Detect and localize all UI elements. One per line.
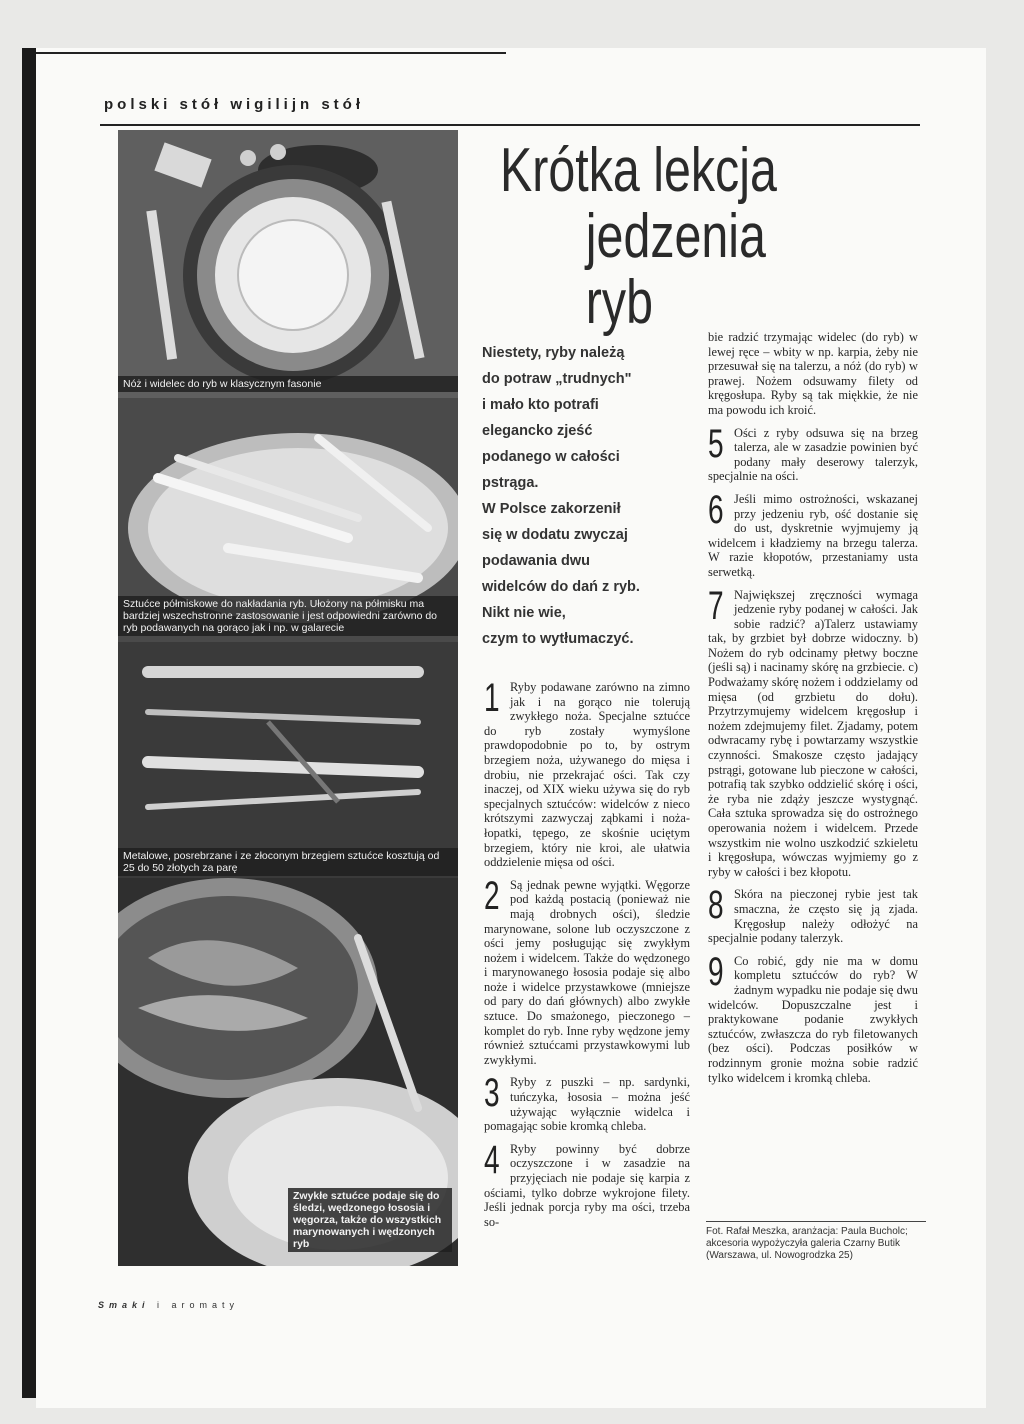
- footer-title: Smaki: [98, 1300, 150, 1310]
- point-text: Jeśli mimo ostrożności, wskazanej przy jedzeniu ryb, ość dostanie się do ust, dyskretnie wyjmujemy ją widelcem i kładziemy na brzegu talerza. W razie kłopotów, przestaniamy usta serwetką.: [708, 491, 918, 579]
- point-number: 2: [484, 873, 500, 918]
- lead-paragraph: [482, 340, 694, 652]
- lead-line: podanego w całości: [482, 449, 620, 465]
- numbered-point: [484, 873, 690, 1068]
- numbered-point: [708, 421, 918, 484]
- photo-credit: Fot. Rafał Meszka, aranżacja: Paula Bucholc; akcesoria wypożyczyła galeria Czarny Butik (Warszawa, ul. Nowogrodzka 25): [706, 1221, 926, 1262]
- photo-serving-cutlery: [118, 398, 458, 642]
- point-text: Ości z ryby odsuwa się na brzeg talerza, ale w zasadzie powinien być podany mały deserowy talerzyk, specjalnie na ości.: [708, 425, 918, 484]
- photo-plate-cutlery: [118, 130, 458, 398]
- top-rule: [36, 52, 506, 54]
- numbered-point: [484, 676, 690, 870]
- point-text: Co robić, gdy nie ma w domu kompletu sztućców do ryb? W żadnym wypadku nie podaje się dwu widelców. Dopuszczalne jest i praktykowane podanie zwykłych sztućców, zwłaszcza do ryb filetowanych (bez ości). Podczas posiłków w rodzinnym gronie można sobie radzić tylko widelcem i kromką chleba.: [708, 953, 918, 1085]
- lead-line: W Polsce zakorzenił: [482, 501, 621, 517]
- point-text: Ryby z puszki – np. sardynki, tuńczyka, łososia – można jeść używając wyłącznie widelca i pomagając sobie kromką chleba.: [484, 1075, 690, 1134]
- point-text: Ryby podawane zarówno na zimno jak i na gorąco nie tolerują zwykłego noża. Specjalne sztućce do ryb zostały wymyślone prawdopodobnie po to, by ostrym brzegiem noża, używanego do mięsa i drobiu, nie przekrajać ości. Tak czy inaczej, od XIX wieku używa się do ryb specjalnych sztućców: widelców z nieco krótszymi zazwyczaj ząbkami i noża-łopatki, tępego, ze skośnie uciętym brzegiem, który nie kroi, ale ułatwia oddzielenie mięsa od ości.: [484, 680, 690, 870]
- photo-caption-2: Sztućce półmiskowe do nakładania ryb. Ułożony na półmisku ma bardziej wszechstronne zastosowanie i jest odpowiedni zarówno do ryb podawanych na gorąco jak i np. w galarecie: [118, 596, 458, 636]
- title-line-2: jedzenia ryb: [585, 202, 766, 337]
- point-number: 9: [708, 949, 724, 994]
- text-column-right: [708, 330, 918, 1093]
- lead-line: Niestety, ryby należą: [482, 345, 625, 361]
- photo-caption-3: Metalowe, posrebrzane i ze złoconym brzegiem sztućce kosztują od 25 do 50 złotych za parę: [118, 848, 458, 876]
- numbered-point: [708, 883, 918, 946]
- lead-line: pstrąga.: [482, 475, 539, 491]
- scan-edge: [22, 48, 36, 1398]
- photo-caption-4: Zwykłe sztućce podaje się do śledzi, wędzonego łososia i węgorza, także do wszystkich marynowanych i wędzonych ryb: [288, 1188, 452, 1252]
- header-rule: [100, 124, 920, 126]
- lead-line: podawania dwu: [482, 553, 590, 569]
- numbered-point: [484, 1137, 690, 1230]
- point-number: 1: [484, 676, 500, 720]
- point-number: 8: [708, 883, 724, 928]
- point-number: 3: [484, 1071, 500, 1116]
- point-text: Są jednak pewne wyjątki. Węgorze pod każdą postacią (ponieważ nie mają drobnych ości), śledzie marynowane, solone lub oczyszczone z ości jemy posługując się zwykłym nożem i widelcem. Także do wędzonego i marynowanego łososia podaje się albo noże i widelce przystawkowe (mniejsze od pary do dań głównych) albo zwykłe sztuce. Do smażonego, pieczonego – komplet do ryb. Inne ryby wędzone jemy również sztućcami przystawkowymi lub zwykłymi.: [484, 877, 690, 1067]
- numbered-point: [708, 487, 918, 580]
- magazine-footer: [98, 1300, 239, 1310]
- point-number: 7: [708, 583, 724, 628]
- point-number: 5: [708, 421, 724, 466]
- lead-line: się w dodatu zwyczaj: [482, 527, 628, 543]
- lead-line: elegancko zjeść: [482, 423, 593, 439]
- lead-line: czym to wytłumaczyć.: [482, 631, 634, 647]
- photo-caption-1: Nóż i widelec do ryb w klasycznym fasonie: [118, 376, 458, 392]
- point-number: 4: [484, 1137, 500, 1182]
- text-column-middle: [484, 676, 690, 1237]
- point-text: Skóra na pieczonej rybie jest tak smaczna, że często się ją zjada. Kręgosłup należy odłożyć na specjalnie podany talerzyk.: [708, 887, 918, 946]
- lead-line: widelców do dań z ryb.: [482, 579, 640, 595]
- photo-metal-cutlery: [118, 642, 458, 878]
- section-header: polski stół wigilijn stół: [104, 96, 365, 113]
- photo-fish-platter: [118, 878, 458, 1266]
- point-text: Największej zręczności wymaga jedzenie ryby podanej w całości. Jak sobie radzić? a)Talerz ustawiamy tak, by grzbiet był dobrze widoczny. b) Nożem do ryb odcinamy płetwy boczne (jeśli są) i nacinamy skórę na grzbiecie. c) Podważamy skórę nożem i oddzielamy od mięsa (od grzbietu do dołu). Przytrzymujemy widelcem kręgosłup i nożem zdejmujemy filet. Zjadamy, potem odwracamy rybę i powtarzamy wszystkie czynności. Smakosze często jadający pstrągi, gotowane lub pieczone w całości, potrafią tak szybko oddzielić skórę i ości, że ryba nie zdąży jeszcze wystygnąć. Cała sztuka sprowadza się do ostrożnego operowania nożem i widelcem. Przede wszystkim nie wolno uszkodzić szkieletu i kręgosłupa, wówczas wyjmiemy go z ryby w całości i bez kłopotu.: [708, 587, 918, 879]
- article-title: [500, 138, 828, 336]
- numbered-point: [708, 949, 918, 1085]
- cutlery-illustration: [118, 642, 458, 878]
- numbered-point: [484, 1071, 690, 1134]
- lead-line: do potraw „trudnych": [482, 371, 632, 387]
- numbered-point: [708, 330, 918, 418]
- footer-subtitle: i aromaty: [157, 1300, 240, 1310]
- numbered-point: [708, 583, 918, 880]
- title-line-1: Krótka lekcja: [500, 136, 777, 205]
- plate-illustration: [118, 130, 458, 398]
- point-number: 6: [708, 487, 724, 532]
- lead-line: Nikt nie wie,: [482, 605, 566, 621]
- lead-line: i mało kto potrafi: [482, 397, 599, 413]
- point-text: Ryby powinny być dobrze oczyszczone i w zasadzie na przyjęciach nie podaje się karpia z ościami, tylko dobrze wykrojone filety. Jeśli jednak porcja ryby ma ości, trzeba so-: [484, 1141, 690, 1229]
- point-text: bie radzić trzymając widelec (do ryb) w lewej ręce – wbity w np. karpia, żeby nie przesuwał się na talerzu, a nóż (do ryb) w prawej. Nożem odsuwamy filety od kręgosłupa. Ryby są tak miękkie, że nie ma powodu ich kroić.: [708, 330, 918, 417]
